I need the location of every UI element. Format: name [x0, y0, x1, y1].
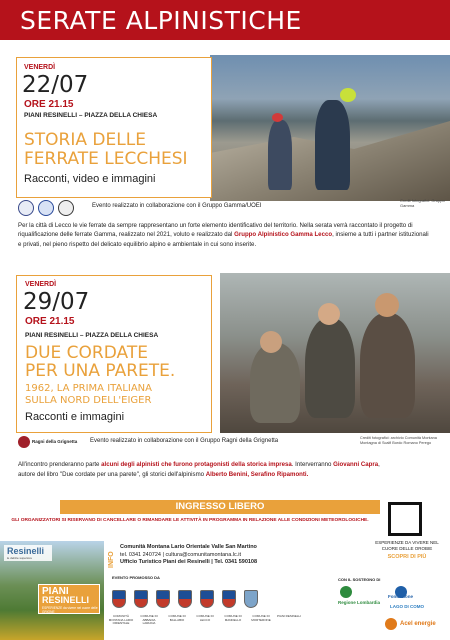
info-line1: Comunità Montana Lario Orientale Valle San Martino — [120, 544, 257, 550]
crest-icon — [156, 590, 170, 608]
event2-date: 29/07 — [23, 289, 90, 315]
sponsor-acel: Acel energie — [400, 621, 436, 627]
event2-desc-text2: . Interverranno — [291, 461, 334, 468]
piani-line1: PIANI — [42, 586, 69, 597]
resinelli-tagline: le delizie superiore — [7, 556, 33, 560]
acel-logo-icon — [385, 618, 397, 630]
event1-logos — [18, 200, 74, 216]
climber-figure — [315, 100, 350, 190]
header-bar — [0, 0, 450, 40]
event1-desc-bold: Gruppo Alpinistico Gamma Lecco — [234, 231, 333, 239]
crest-icon — [134, 590, 148, 608]
crest-icon — [112, 590, 126, 608]
promoter-heading: EVENTO PROMOSSO DA — [112, 575, 160, 580]
uoei-logo-icon — [38, 200, 54, 216]
event2-photo — [220, 273, 450, 433]
info-line3: Ufficio Turistico Piani dei Resinelli | Tel. 0341 590108 — [120, 559, 258, 565]
event2-desc-text: All'incontro prenderanno parte — [18, 461, 102, 468]
helmet-icon — [272, 113, 283, 122]
event1-subtitle: Racconti, video e immagini — [24, 173, 156, 185]
event1-photo — [210, 55, 450, 201]
crest-icon — [200, 590, 214, 608]
scopri-link[interactable]: SCOPRI DI PIÙ — [387, 554, 427, 560]
crest-label: PIANI RESINELLI — [276, 614, 301, 618]
event1-description — [18, 221, 432, 249]
event1-date: 22/07 — [22, 72, 89, 98]
crest-label: COMUNE DI BALLABIO — [168, 614, 186, 622]
event2-desc-bold3: Alberto Benini, Serafino Ripamonti. — [205, 471, 309, 478]
ragni-logo-icon — [18, 436, 30, 448]
ragni-label: Ragni della Grignetta — [32, 439, 78, 444]
event1-title-line1: STORIA DELLE — [24, 130, 146, 150]
page-title: SERATE ALPINISTICHE — [20, 6, 302, 35]
ingresso-banner — [60, 500, 380, 514]
qr-caption: ESPERIENZE DA VIVERE NEL CUORE DELLE OROBIE — [375, 540, 439, 551]
sponsor-fondazione: Fondazione — [388, 594, 413, 599]
crest-label: COMUNITÀ MONTANA LARIO ORIENTALE — [108, 614, 134, 626]
person-figure — [305, 318, 355, 418]
person-figure — [250, 343, 300, 423]
crest-row — [112, 590, 258, 608]
event2-day: VENERDÌ — [25, 281, 57, 288]
event2-title-line1: DUE CORDATE — [25, 343, 148, 363]
climber-figure — [268, 120, 292, 190]
event1-desc-text2: , insieme a tutti i partner istituzionali e privati, nel pieno rispetto del delicato equilibrio alpino e ambientale in cui sono inserite. — [18, 231, 429, 248]
crest-icon — [222, 590, 236, 608]
event2-desc-bold2: Giovanni Capra — [333, 461, 379, 468]
person-figure — [360, 313, 415, 418]
regione-logo-icon — [340, 586, 352, 598]
event2-collab: Evento realizzato in collaborazione con il Gruppo Ragni della Grignetta — [90, 438, 279, 444]
info-label: INFO — [108, 551, 115, 568]
event1-time: ORE 21.15 — [24, 99, 74, 110]
crest-icon — [244, 590, 258, 608]
event2-title-line3: 1962, LA PRIMA ITALIANA — [25, 383, 153, 394]
info-line2: tel. 0341 240724 | cultura@comunitamontana.lc.it — [120, 551, 242, 558]
sponsor-heading: CON IL SOSTEGNO DI — [338, 577, 381, 582]
event2-title-line2: PER UNA PARETE. — [25, 361, 176, 381]
event2-title-line4: SULLA NORD DELL'EIGER — [25, 395, 152, 406]
event1-title-line2: FERRATE LECCHESI — [24, 149, 188, 169]
weather-notice: GLI ORGANIZZATORI SI RISERVANO DI CANCELLARE O RIMANDARE LE ATTIVITÀ IN PROGRAMMA IN RELAZIONE ALLE CONDIZIONI METEOROLOGICHE. — [11, 518, 369, 523]
info-contacts — [120, 544, 320, 567]
resinelli-word: Resinelli — [7, 546, 45, 556]
event2-title — [25, 344, 205, 380]
event2-place: PIANI RESINELLI – PIAZZA DELLA CHIESA — [25, 332, 159, 339]
event2-time: ORE 21.15 — [25, 316, 75, 327]
crest-label: COMUNE DI MORTERONE — [251, 614, 271, 622]
badge-logo-icon — [58, 200, 74, 216]
event2-photo-credit: Crediti fotografici: archivio Comunità Montana Montagna di Scalfi Bordo Romano Perego — [360, 436, 437, 445]
sponsor-lago: LAGO DI COMO — [390, 604, 424, 609]
event2-description — [18, 460, 388, 480]
piani-line2: RESINELLI — [42, 595, 90, 605]
event1-collab: Evento realizzato in collaborazione con il Gruppo Gamma/UOEI — [92, 203, 262, 209]
sponsor-regione: Regione Lombardia — [338, 600, 381, 605]
event2-subtitle: Racconti e immagini — [25, 411, 125, 423]
crest-labels — [108, 615, 302, 626]
event1-place: PIANI RESINELLI – PIAZZA DELLA CHIESA — [24, 112, 158, 119]
gamma-logo-icon — [18, 200, 34, 216]
crest-label: COMUNE DI LECCO — [196, 614, 214, 622]
qr-code-icon[interactable] — [388, 502, 422, 536]
crest-label: COMUNE DI ABBADIA LARIANA — [140, 614, 158, 626]
person-head — [318, 303, 340, 325]
event1-title — [24, 131, 204, 169]
person-head — [375, 293, 399, 317]
crest-icon — [178, 590, 192, 608]
photo-credit: Credit fotografici: Gruppo Gamma — [400, 198, 445, 208]
piani-tagline: ESPERIENZE da vivere nel cuore delle GRIGNE — [42, 606, 98, 614]
event2-desc-bold: alcuni degli alpinisti che furono protagonisti della storica impresa — [101, 461, 292, 468]
helmet-icon — [340, 88, 356, 102]
event1-day: VENERDÌ — [24, 64, 56, 71]
event2-title-extra — [25, 383, 205, 407]
person-head — [260, 331, 282, 353]
event2-desc-text3: , autore del libro "Due cordate per una parete", gli storici dell'alpinismo — [18, 461, 380, 478]
ingresso-label: INGRESSO LIBERO — [175, 501, 265, 512]
crest-label: COMUNE DI MANDELLO — [224, 614, 242, 622]
event1-desc-text: Per la città di Lecco le vie ferrate da sempre rappresentano un forte elemento identificativo del territorio. Nella serata verrà raccontato il progetto di riqualificazione delle ferrate Gamma, realizzato nel 2021, voluto e realizzato dal — [18, 222, 413, 239]
